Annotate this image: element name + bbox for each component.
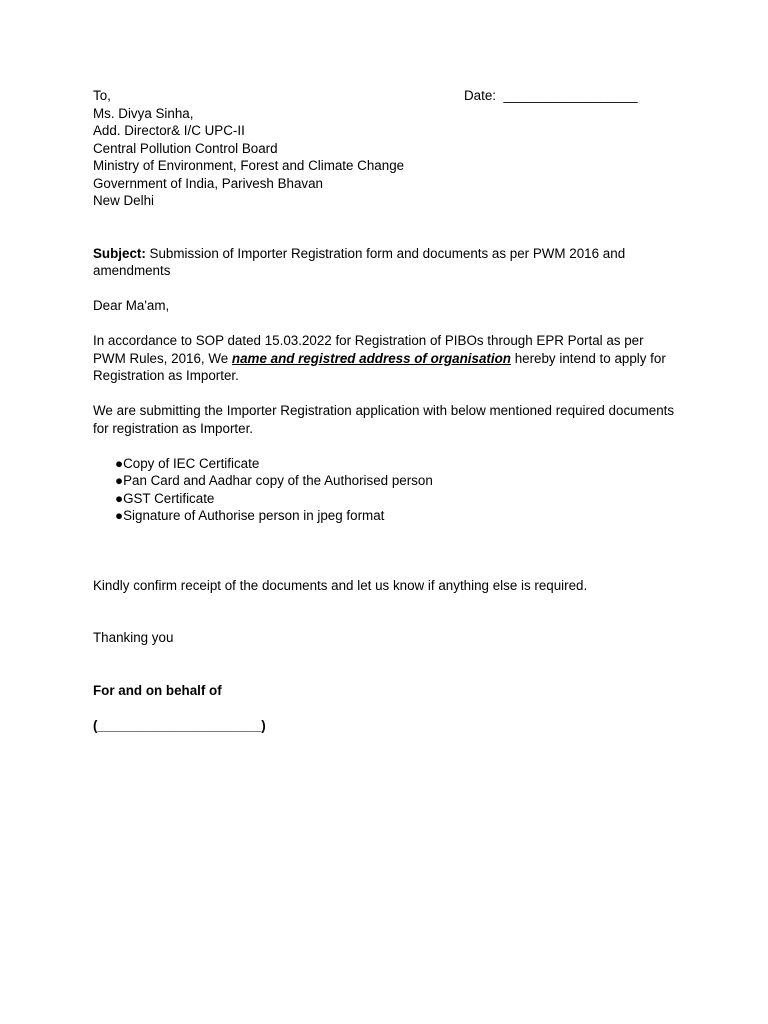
recipient-organisation: Central Pollution Control Board [93, 140, 278, 156]
list-item: ●Copy of IEC Certificate [115, 455, 260, 471]
recipient-address [93, 105, 678, 210]
date-label: Date: [464, 88, 497, 103]
header-row [93, 87, 678, 105]
recipient-government: Government of India, Parivesh Bhavan [93, 175, 324, 191]
salutation: Dear Ma'am, [93, 298, 170, 313]
paragraph-intent [93, 332, 678, 385]
recipient-name: Ms. Divya Sinha, [93, 105, 194, 121]
paragraph-confirm: Kindly confirm receipt of the documents and let us know if anything else is required. [93, 577, 588, 593]
to-label: To, [93, 88, 111, 103]
paragraph-intent-after: hereby intend to apply for Registration as Importer. [93, 350, 666, 383]
documents-list [93, 455, 678, 525]
date-field [464, 87, 638, 105]
organisation-placeholder: name and registred address of organisation [231, 350, 511, 366]
behalf-line: For and on behalf of [93, 682, 222, 698]
list-item: ●GST Certificate [115, 490, 215, 506]
subject-line [93, 245, 678, 280]
list-item: ●Pan Card and Aadhar copy of the Authorised person [115, 473, 433, 488]
recipient-city: New Delhi [93, 193, 155, 208]
paragraph-submission: We are submitting the Importer Registration application with below mentioned required documents for registration as Importer. [93, 403, 675, 436]
signature-blank: (______________________) [93, 717, 266, 733]
paragraph-intent-before: In accordance to SOP dated 15.03.2022 for Registration of PIBOs through EPR Portal as per PWM Rules, 2016, We [93, 333, 644, 366]
letter-page [93, 87, 678, 734]
closing-line: Thanking you [93, 630, 174, 645]
subject-text: Submission of Importer Registration form and documents as per PWM 2016 and amendments [93, 245, 626, 278]
recipient-ministry: Ministry of Environment, Forest and Climate Change [93, 158, 405, 173]
recipient-designation: Add. Director& I/C UPC-II [93, 123, 245, 138]
list-item: ●Signature of Authorise person in jpeg format [115, 508, 385, 523]
subject-label: Subject: [93, 245, 146, 261]
date-blank: __________________ [503, 88, 638, 103]
